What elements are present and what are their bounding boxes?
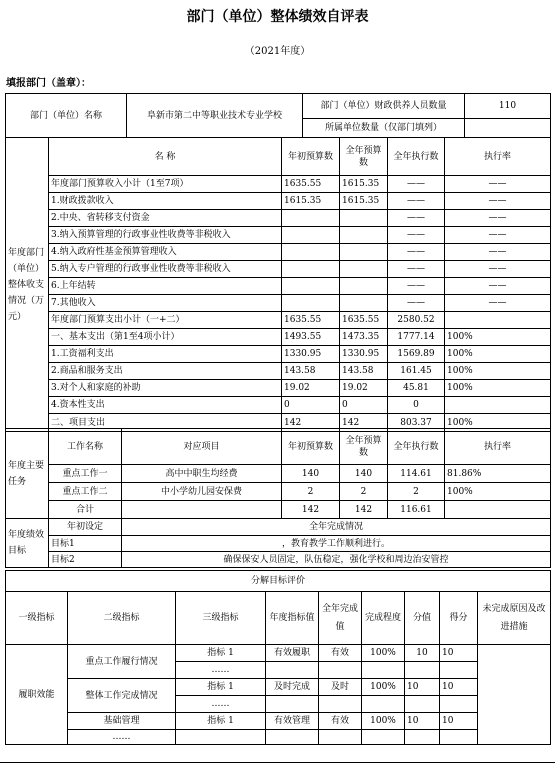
table-row (6, 278, 551, 295)
budget-rate (445, 397, 551, 414)
budget-executed: 45.81 (388, 380, 445, 397)
budget-item-name: 7.其他收入 (49, 295, 282, 312)
table-row (6, 483, 551, 501)
budget-initial (282, 295, 340, 312)
budget-initial (282, 261, 340, 278)
table-row (6, 312, 551, 329)
budget-rate: —— (445, 278, 551, 295)
budget-item-name: 一、基本支出（第1至4项小计） (49, 329, 282, 346)
budget-initial: 19.02 (282, 380, 340, 397)
header-rate: 执行率 (445, 138, 551, 176)
table-row (6, 363, 551, 380)
budget-rate: 100% (445, 329, 551, 346)
dept-name-value: 阜新市第二中等职业技术专业学校 (127, 94, 303, 138)
budget-executed: —— (388, 176, 445, 193)
eval-header-l2: 二级指标 (68, 592, 176, 645)
goal-name: 目标1 (49, 536, 122, 552)
budget-annual: 1473.35 (340, 329, 388, 346)
budget-item-name: 3.纳入预算管理的行政事业性收费等非税收入 (49, 227, 282, 244)
budget-initial: 0 (282, 397, 340, 414)
eval-degree: 100% (362, 679, 405, 696)
budget-rate: —— (445, 261, 551, 278)
eval-target (266, 696, 319, 713)
budget-item-name: 年度部门预算收入小计（1至7项） (49, 176, 282, 193)
budget-rate: 100% (445, 414, 551, 432)
header-annual: 全年预算数 (340, 138, 388, 176)
budget-annual (340, 227, 388, 244)
budget-executed: —— (388, 261, 445, 278)
task-item: 中小学幼儿园安保费 (122, 483, 282, 501)
eval-score (405, 662, 440, 679)
eval-l3: 指标 1 (176, 679, 266, 696)
tasks-header-item: 对应项目 (122, 429, 282, 465)
table-row (6, 397, 551, 414)
budget-initial: 142 (282, 414, 340, 432)
budget-table (5, 137, 551, 432)
table-row (6, 176, 551, 193)
budget-item-name: 4.资本性支出 (49, 397, 282, 414)
eval-l2: 基础管理 (68, 713, 176, 730)
budget-rate: —— (445, 295, 551, 312)
eval-target: 有效管理 (266, 713, 319, 730)
eval-target: 有效履职 (266, 645, 319, 662)
eval-l3: …… (176, 696, 266, 713)
eval-header-l1: 一级指标 (6, 592, 68, 645)
task-total-executed: 116.61 (388, 501, 445, 519)
budget-initial: 1635.55 (282, 312, 340, 329)
eval-score: 10 (405, 713, 440, 730)
dept-name-label: 部门（单位）名称 (6, 94, 127, 138)
eval-score: 10 (405, 645, 440, 662)
eval-l3: …… (176, 662, 266, 679)
eval-actual (319, 662, 362, 679)
header-name: 名 称 (49, 138, 282, 176)
table-row (6, 193, 551, 210)
budget-executed: —— (388, 227, 445, 244)
eval-reason (478, 645, 551, 745)
eval-degree (362, 662, 405, 679)
tasks-header-annual: 全年预算数 (340, 429, 388, 465)
eval-degree (362, 730, 405, 745)
eval-got: 10 (440, 679, 478, 696)
task-executed: 2 (388, 483, 445, 501)
eval-l3 (176, 730, 266, 745)
budget-item-name: 2.商品和服务支出 (49, 363, 282, 380)
task-name: 重点工作一 (49, 465, 122, 483)
eval-target (266, 662, 319, 679)
budget-annual: 19.02 (340, 380, 388, 397)
table-row (6, 645, 551, 662)
tasks-header-executed: 全年执行数 (388, 429, 445, 465)
budget-executed: 161.45 (388, 363, 445, 380)
budget-annual: 1635.55 (340, 312, 388, 329)
budget-rate: —— (445, 193, 551, 210)
eval-table (5, 570, 551, 745)
report-year: （2021年度） (244, 46, 311, 57)
budget-executed: 0 (388, 397, 445, 414)
budget-initial (282, 278, 340, 295)
task-executed: 114.61 (388, 465, 445, 483)
header-executed: 全年执行数 (388, 138, 445, 176)
budget-initial: 1493.55 (282, 329, 340, 346)
eval-actual (319, 696, 362, 713)
budget-item-name: 6.上年结转 (49, 278, 282, 295)
table-row (6, 227, 551, 244)
budget-item-name: 3.对个人和家庭的补助 (49, 380, 282, 397)
eval-l3: 指标 1 (176, 713, 266, 730)
eval-got (440, 662, 478, 679)
budget-annual (340, 244, 388, 261)
eval-header-score: 分值 (405, 592, 440, 645)
eval-got (440, 730, 478, 745)
table-row (6, 592, 551, 645)
budget-rate: 100% (445, 380, 551, 397)
table-row (6, 571, 551, 592)
budget-initial: 1615.35 (282, 193, 340, 210)
table-row (6, 552, 551, 568)
budget-rate: 100% (445, 363, 551, 380)
budget-annual (340, 261, 388, 278)
task-annual: 2 (340, 483, 388, 501)
budget-annual (340, 278, 388, 295)
tasks-side-label: 年度主要任务 (6, 429, 49, 519)
budget-executed: 803.37 (388, 414, 445, 432)
sub-unit-value (465, 119, 551, 138)
table-row (6, 210, 551, 227)
budget-side-label: 年度部门（单位）整体收支情况（万元） (6, 138, 49, 432)
budget-rate: —— (445, 210, 551, 227)
budget-annual: 142 (340, 414, 388, 432)
budget-item-name: 二、项目支出 (49, 414, 282, 432)
table-row (6, 730, 551, 745)
budget-executed: —— (388, 193, 445, 210)
budget-item-name: 1.工资福利支出 (49, 346, 282, 363)
eval-l2: 整体工作完成情况 (68, 679, 176, 713)
budget-rate: —— (445, 244, 551, 261)
budget-executed: —— (388, 295, 445, 312)
eval-l1-label: 履职效能 (6, 645, 68, 745)
eval-degree: 100% (362, 713, 405, 730)
goals-header-set: 年初设定 (49, 519, 122, 536)
task-item: 高中中职生均经费 (122, 465, 282, 483)
unit-label: 填报部门（盖章）： (6, 78, 91, 89)
eval-score (405, 730, 440, 745)
budget-initial: 1635.55 (282, 176, 340, 193)
task-initial: 140 (282, 465, 340, 483)
eval-actual (319, 730, 362, 745)
eval-l2: …… (68, 730, 176, 745)
budget-annual (340, 295, 388, 312)
budget-annual: 1615.35 (340, 176, 388, 193)
eval-header-degree: 完成程度 (362, 592, 405, 645)
budget-annual (340, 210, 388, 227)
budget-executed: 1777.14 (388, 329, 445, 346)
goal-name: 目标2 (49, 552, 122, 568)
budget-initial: 1330.95 (282, 346, 340, 363)
table-row (6, 380, 551, 397)
table-row (6, 519, 551, 536)
header-initial: 年初预算数 (282, 138, 340, 176)
eval-degree (362, 696, 405, 713)
eval-score (405, 696, 440, 713)
page-title: 部门（单位）整体绩效自评表 (186, 9, 369, 25)
task-rate: 100% (445, 483, 551, 501)
budget-executed: —— (388, 244, 445, 261)
budget-annual: 143.58 (340, 363, 388, 380)
budget-annual: 1330.95 (340, 346, 388, 363)
budget-initial: 143.58 (282, 363, 340, 380)
eval-header-reason: 未完成原因及改进措施 (478, 592, 551, 645)
bottom-rule (0, 762, 555, 763)
eval-actual: 有效 (319, 645, 362, 662)
task-total-initial: 142 (282, 501, 340, 519)
budget-rate: —— (445, 227, 551, 244)
table-row (6, 465, 551, 483)
budget-item-name: 2.中央、省转移支付资金 (49, 210, 282, 227)
budget-executed: —— (388, 278, 445, 295)
goals-header-done: 全年完成情况 (122, 519, 551, 536)
info-table (5, 93, 551, 138)
table-row (6, 679, 551, 696)
table-row (6, 329, 551, 346)
budget-initial (282, 227, 340, 244)
eval-actual: 有效 (319, 713, 362, 730)
budget-executed: —— (388, 210, 445, 227)
table-row (6, 429, 551, 465)
budget-annual: 0 (340, 397, 388, 414)
eval-title: 分解目标评价 (6, 571, 551, 592)
table-row (6, 713, 551, 730)
staff-count-label: 部门（单位）财政供养人员数量 (303, 94, 465, 119)
eval-score: 10 (405, 679, 440, 696)
budget-item-name: 年度部门预算支出小计（一+二） (49, 312, 282, 329)
task-total-label: 合计 (49, 501, 122, 519)
eval-got: 10 (440, 645, 478, 662)
budget-executed: 1569.89 (388, 346, 445, 363)
budget-executed: 2580.52 (388, 312, 445, 329)
goal-done: ，教育教学工作顺利进行。 (122, 536, 551, 552)
tasks-header-rate: 执行率 (445, 429, 551, 465)
task-total-annual: 142 (340, 501, 388, 519)
task-total-rate (445, 501, 551, 519)
task-initial: 2 (282, 483, 340, 501)
task-annual: 140 (340, 465, 388, 483)
eval-l3: 指标 1 (176, 645, 266, 662)
budget-initial (282, 244, 340, 261)
task-rate: 81.86% (445, 465, 551, 483)
budget-initial (282, 210, 340, 227)
eval-got (440, 696, 478, 713)
sub-unit-label: 所属单位数量（仅部门填列） (303, 119, 465, 138)
task-name: 重点工作二 (49, 483, 122, 501)
eval-l2: 重点工作履行情况 (68, 645, 176, 679)
budget-rate: 100% (445, 346, 551, 363)
eval-header-target: 年度指标值 (266, 592, 319, 645)
table-row (6, 536, 551, 552)
budget-item-name: 5.纳入专户管理的行政事业性收费等非税收入 (49, 261, 282, 278)
budget-item-name: 1.财政拨款收入 (49, 193, 282, 210)
eval-header-l3: 三级指标 (176, 592, 266, 645)
table-row (6, 244, 551, 261)
goal-done: 确保保安人员固定，队伍稳定，强化学校和周边治安管控 (122, 552, 551, 568)
eval-degree: 100% (362, 645, 405, 662)
budget-item-name: 4.纳入政府性基金预算管理收入 (49, 244, 282, 261)
tasks-header-name: 工作名称 (49, 429, 122, 465)
table-row (6, 295, 551, 312)
eval-header-got: 得分 (440, 592, 478, 645)
eval-target: 及时完成 (266, 679, 319, 696)
budget-rate: —— (445, 176, 551, 193)
eval-target (266, 730, 319, 745)
table-row (6, 501, 551, 519)
goals-side-label: 年度绩效目标 (6, 519, 49, 568)
task-total-item (122, 501, 282, 519)
eval-header-actual: 全年完成值 (319, 592, 362, 645)
budget-rate (445, 312, 551, 329)
tasks-header-initial: 年初预算数 (282, 429, 340, 465)
eval-got: 10 (440, 713, 478, 730)
tasks-table (5, 428, 551, 568)
table-row (6, 261, 551, 278)
table-row (6, 346, 551, 363)
budget-annual: 1615.35 (340, 193, 388, 210)
staff-count-value: 110 (465, 94, 551, 119)
table-row (6, 138, 551, 176)
eval-actual: 及时 (319, 679, 362, 696)
